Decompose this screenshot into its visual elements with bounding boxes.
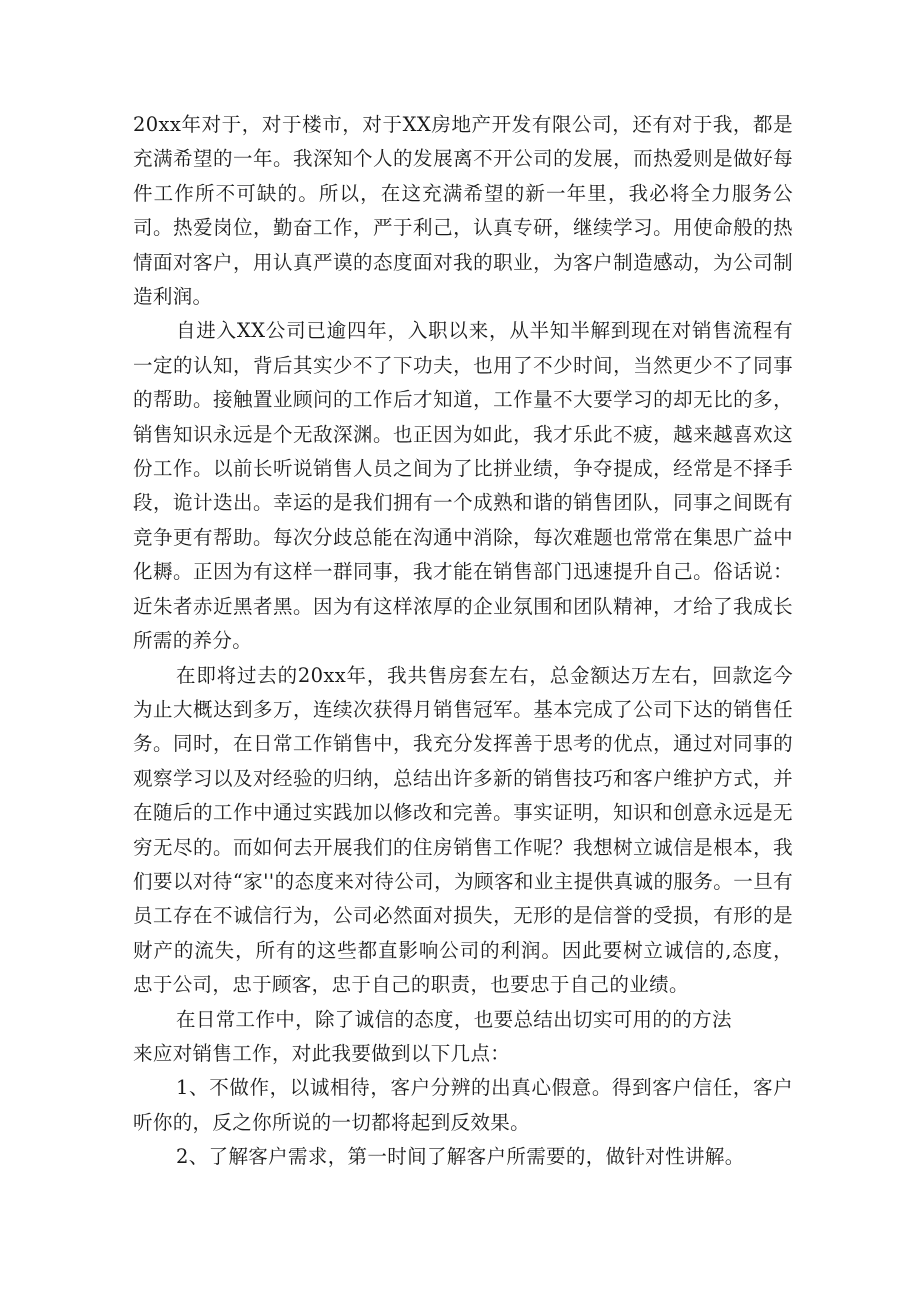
paragraph-experience: 自进入XX公司已逾四年，入职以来，从半知半解到现在对销售流程有一定的认知，背后其实少不了下功夫，也用了不少时间，当然更少不了同事的帮助。接触置业顾问的工作后才知道，工作量不大要学习的却无比的多，销售知识永远是个无敌深渊。也正因为如此，我才乐此不疲，越来越喜欢这份工作。以前长听说销售人员之间为了比拼业绩，争夺提成，经常是不择手段，诡计迭出。幸运的是我们拥有一个成熟和谐的销售团队，同事之间既有竞争更有帮助。每次分歧总能在沟通中消除，每次难题也常常在集思广益中化耨。正因为有这样一群同事，我才能在销售部门迅速提升自己。俗话说：近朱者赤近黑者黑。因为有这样浓厚的企业氛围和团队精神，才给了我成长所需的养分。 — [133, 319, 793, 653]
list-item-2: 2、了解客户需求，第一时间了解客户所需要的，做针对性讲解。 — [176, 1145, 745, 1169]
list-item-1: 1、不做作，以诚相待，客户分辨的出真心假意。得到客户信任，客户听你的，反之你所说的一切都将起到反效果。 — [133, 1076, 793, 1134]
paragraph-intro: 20xx年对于，对于楼市，对于XX房地产开发有限公司，还有对于我，都是充满希望的一年。我深知个人的发展离不开公司的发展，而热爱则是做好每件工作所不可缺的。所以，在这充满希望的新一年里，我必将全力服务公司。热爱岗位，勤奋工作，严于利己，认真专研，继续学习。用使命般的热情面对客户，用认真严谟的态度面对我的职业，为客户制造感动，为公司制造利润。 — [133, 113, 793, 309]
document-body — [133, 108, 793, 1175]
paragraph-performance: 在即将过去的20xx年，我共售房套左右，总金额达万左右，回款迄今为止大概达到多万，连续次获得月销售冠军。基本完成了公司下达的销售任务。同时，在日常工作销售中，我充分发挥善于思考的优点，通过对同事的观察学习以及对经验的归纳，总结出许多新的销售技巧和客户维护方式，并在随后的工作中通过实践加以修改和完善。事实证明，知识和创意永远是无穷无尽的。而如何去开展我们的住房销售工作呢？我想树立诚信是根本，我们要以对待“家''的态度来对待公司，为顾客和业主提供真诚的服务。一旦有员工存在不诚信行为，公司必然面对损失，无形的是信誉的受损，有形的是财产的流失，所有的这些都直影响公司的利润。因此要树立诚信的,态度，忠于公司，忠于顾客，忠于自己的职责，也要忠于自己的业绩。 — [133, 663, 793, 997]
paragraph-methods-line2: 来应对销售工作，对此我要做到以下几点： — [133, 1041, 511, 1065]
paragraph-methods-line1: 在日常工作中，除了诚信的态度，也要总结出切实可用的的方法 — [176, 1007, 732, 1031]
